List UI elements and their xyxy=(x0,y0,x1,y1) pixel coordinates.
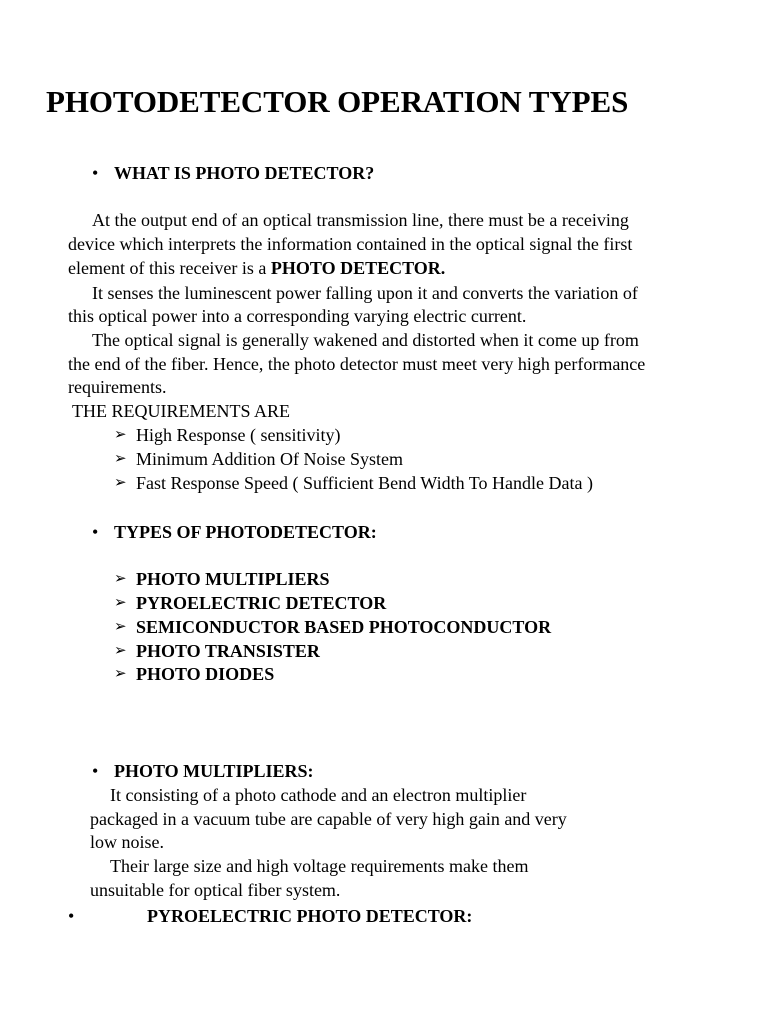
paragraph-line: It senses the luminescent power falling upon it and converts the variation of xyxy=(92,283,638,303)
arrow-bullet-icon: ➢ xyxy=(114,427,127,443)
type-item: SEMICONDUCTOR BASED PHOTOCONDUCTOR xyxy=(136,617,552,637)
page-title: PHOTODETECTOR OPERATION TYPES xyxy=(46,84,629,119)
type-item: PYROELECTRIC DETECTOR xyxy=(136,593,387,613)
paragraph-line xyxy=(68,257,445,279)
paragraph-line: It consisting of a photo cathode and an electron multiplier xyxy=(110,785,527,805)
paragraph-line: Their large size and high voltage requirements make them xyxy=(110,856,529,876)
section-heading-pyroelectric: PYROELECTRIC PHOTO DETECTOR: xyxy=(147,906,473,926)
paragraph-text: element of this receiver is a xyxy=(68,258,271,278)
paragraph-line: low noise. xyxy=(90,832,164,852)
paragraph-line: At the output end of an optical transmission line, there must be a receiving xyxy=(92,210,629,230)
arrow-bullet-icon: ➢ xyxy=(114,451,127,467)
paragraph-line: unsuitable for optical fiber system. xyxy=(90,880,341,900)
paragraph-line: this optical power into a corresponding varying electric current. xyxy=(68,306,527,326)
arrow-bullet-icon: ➢ xyxy=(114,666,127,682)
arrow-bullet-icon: ➢ xyxy=(114,595,127,611)
arrow-bullet-icon: ➢ xyxy=(114,643,127,659)
type-item: PHOTO MULTIPLIERS xyxy=(136,569,330,589)
paragraph-line: device which interprets the information contained in the optical signal the first xyxy=(68,234,633,254)
requirements-heading: THE REQUIREMENTS ARE xyxy=(72,401,290,421)
type-item: PHOTO TRANSISTER xyxy=(136,641,320,661)
section-heading-types: TYPES OF PHOTODETECTOR: xyxy=(114,522,377,542)
emphasis-text: PHOTO DETECTOR. xyxy=(270,258,446,278)
bullet-icon: • xyxy=(68,906,75,926)
paragraph-line: requirements. xyxy=(68,377,167,397)
type-item: PHOTO DIODES xyxy=(136,664,275,684)
section-heading-what-is: WHAT IS PHOTO DETECTOR? xyxy=(114,163,375,183)
paragraph-line: packaged in a vacuum tube are capable of very high gain and very xyxy=(90,809,567,829)
bullet-icon: • xyxy=(92,522,99,542)
section-heading-photo-multipliers: PHOTO MULTIPLIERS: xyxy=(114,761,314,781)
arrow-bullet-icon: ➢ xyxy=(114,571,127,587)
requirement-item: High Response ( sensitivity) xyxy=(136,425,341,445)
requirement-item: Minimum Addition Of Noise System xyxy=(136,449,404,469)
paragraph-line: The optical signal is generally wakened and distorted when it come up from xyxy=(92,330,639,350)
bullet-icon: • xyxy=(92,163,99,183)
bullet-icon: • xyxy=(92,761,99,781)
paragraph-line: the end of the fiber. Hence, the photo detector must meet very high performance xyxy=(68,354,646,374)
requirement-item: Fast Response Speed ( Sufficient Bend Width To Handle Data ) xyxy=(136,473,593,493)
arrow-bullet-icon: ➢ xyxy=(114,475,127,491)
arrow-bullet-icon: ➢ xyxy=(114,619,127,635)
